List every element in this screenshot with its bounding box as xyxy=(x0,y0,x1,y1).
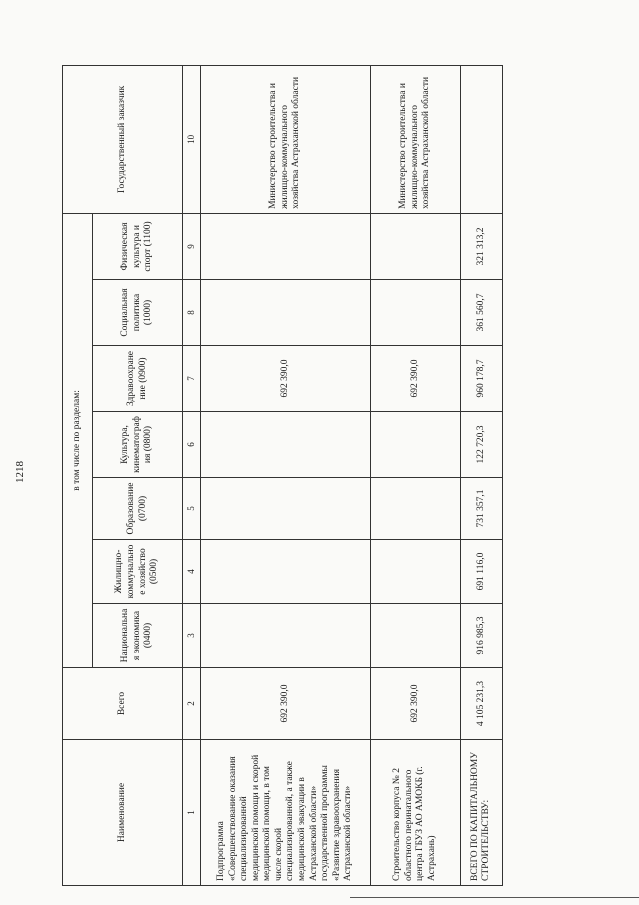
row-housing: 691 116,0 xyxy=(460,540,502,604)
header-health: Здравоохранение (0900) xyxy=(93,346,183,412)
header-total: Всего xyxy=(63,668,183,740)
column-number: 10 xyxy=(183,65,201,213)
row-national-economy xyxy=(370,604,460,668)
row-sport xyxy=(200,213,370,279)
row-name: Подпрограмма «Совершенствование оказания специализированной медицинской помощи и скорой медицинской помощи, в том числе скорой специализированной, а также медицинской эвакуации в Астраханской области» государственной программы «Развитие здравоохранения Астраханской области» xyxy=(200,740,370,886)
row-education xyxy=(200,478,370,540)
column-number: 4 xyxy=(183,540,201,604)
row-education xyxy=(370,478,460,540)
column-number: 3 xyxy=(183,604,201,668)
row-culture: 122 720,3 xyxy=(460,412,502,478)
row-health: 692 390,0 xyxy=(200,346,370,412)
row-total: 692 390,0 xyxy=(370,668,460,740)
row-national-economy: 916 985,3 xyxy=(460,604,502,668)
header-housing: Жилищно-коммунальное хозяйство (0500) xyxy=(93,540,183,604)
header-culture: Культура, кинематография (0800) xyxy=(93,412,183,478)
header-customer: Государственный заказчик xyxy=(63,65,183,213)
header-name: Наименование xyxy=(63,740,183,886)
row-total: 4 105 231,3 xyxy=(460,668,502,740)
row-sport: 321 313,2 xyxy=(460,213,502,279)
header-row-group xyxy=(63,65,93,885)
row-national-economy xyxy=(200,604,370,668)
page-number: 1218 xyxy=(14,461,26,483)
row-sport xyxy=(370,213,460,279)
rotated-table-container xyxy=(62,66,498,886)
row-education: 731 357,1 xyxy=(460,478,502,540)
column-number: 6 xyxy=(183,412,201,478)
row-culture xyxy=(200,412,370,478)
row-customer xyxy=(460,65,502,213)
column-number-row xyxy=(183,65,201,885)
row-health: 960 178,7 xyxy=(460,346,502,412)
header-sections-group: в том числе по разделам: xyxy=(63,213,93,667)
column-number: 1 xyxy=(183,740,201,886)
capital-construction-table xyxy=(62,65,503,886)
row-total: 692 390,0 xyxy=(200,668,370,740)
column-number: 5 xyxy=(183,478,201,540)
column-number: 9 xyxy=(183,213,201,279)
header-social: Социальная политика (1000) xyxy=(93,280,183,346)
row-name: Строительство корпуса № 2 областного перинатального центра ГБУЗ АО АМОКБ (г. Астрахань) xyxy=(370,740,460,886)
column-number: 8 xyxy=(183,280,201,346)
row-social xyxy=(370,280,460,346)
row-housing xyxy=(200,540,370,604)
bottom-divider xyxy=(350,897,639,898)
row-housing xyxy=(370,540,460,604)
row-customer: Министерство строительства и жилищно-коммунального хозяйства Астраханской области xyxy=(370,65,460,213)
row-culture xyxy=(370,412,460,478)
column-number: 2 xyxy=(183,668,201,740)
header-national-economy: Национальная экономика (0400) xyxy=(93,604,183,668)
row-social: 361 560,7 xyxy=(460,280,502,346)
header-sport: Физическая культура и спорт (1100) xyxy=(93,213,183,279)
table-row xyxy=(200,65,370,885)
header-education: Образование (0700) xyxy=(93,478,183,540)
row-name: ВСЕГО ПО КАПИТАЛЬНОМУ СТРОИТЕЛЬСТВУ: xyxy=(460,740,502,886)
table-row-total xyxy=(460,65,502,885)
table-row xyxy=(370,65,460,885)
column-number: 7 xyxy=(183,346,201,412)
row-health: 692 390,0 xyxy=(370,346,460,412)
row-customer: Министерство строительства и жилищно-коммунального хозяйства Астраханской области xyxy=(200,65,370,213)
row-social xyxy=(200,280,370,346)
